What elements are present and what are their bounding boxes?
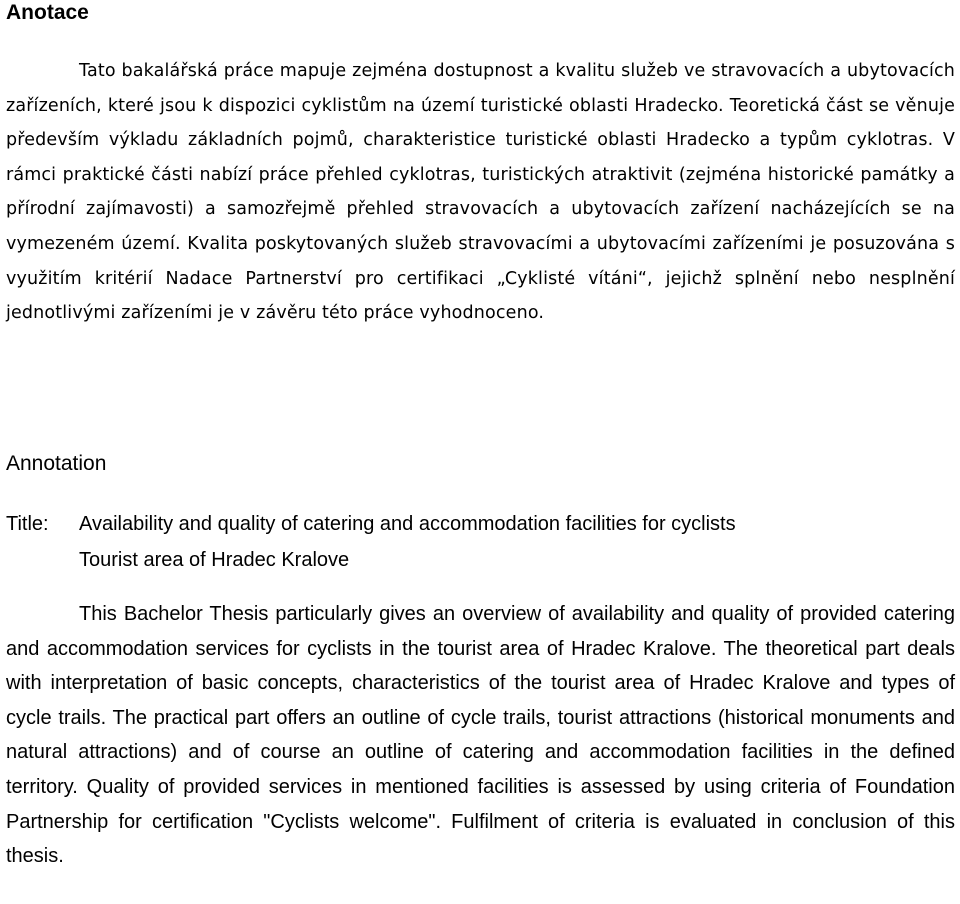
czech-abstract: Tato bakalářská práce mapuje zejména dostupnost a kvalitu služeb ve stravovacích a ubytovacích zařízeních, které jsou k dispozici cyklistům na území turistické oblasti Hradecko. Teoretická část se věnuje především výkladu základních pojmů, charakteristice turistické oblasti Hradecko a typům cyklotras. V rámci praktické části nabízí práce přehled cyklotras, turistických atraktivit (zejména historické památky a přírodní zajímavosti) a samozřejmě přehled stravovacích a ubytovacích zařízení nacházejících se na vymezeném území. Kvalita poskytovaných služeb stravovacími a ubytovacími zařízeními je posuzována s využitím kritérií Nadace Partnerství pro certifikaci „Cyklisté vítáni“, jejichž splnění nebo nesplnění jednotlivými zařízeními je v závěru této práce vyhodnoceno. <box>6 61 955 324</box>
english-heading: Annotation <box>6 452 107 475</box>
title-label: Title: <box>6 513 49 535</box>
czech-heading: Anotace <box>6 1 89 24</box>
english-abstract: This Bachelor Thesis particularly gives an overview of availability and quality of provided catering and accommodation services for cyclists in the tourist area of Hradec Kralove. The theoretical part deals with interpretation of basic concepts, characteristics of the tourist area of Hradec Kralove and types of cycle trails. The practical part offers an outline of cycle trails, tourist attractions (historical monuments and natural attractions) and of course an outline of catering and accommodation facilities in the defined territory. Quality of provided services in mentioned facilities is assessed by using criteria of Foundation Partnership for certification "Cyclists welcome". Fulfilment of criteria is evaluated in conclusion of this thesis. <box>6 603 955 868</box>
title-text <box>79 506 736 578</box>
title-line-2: Tourist area of Hradec Kralove <box>79 549 350 571</box>
title-line-1: Availability and quality of catering and accommodation facilities for cyclists <box>79 513 736 535</box>
